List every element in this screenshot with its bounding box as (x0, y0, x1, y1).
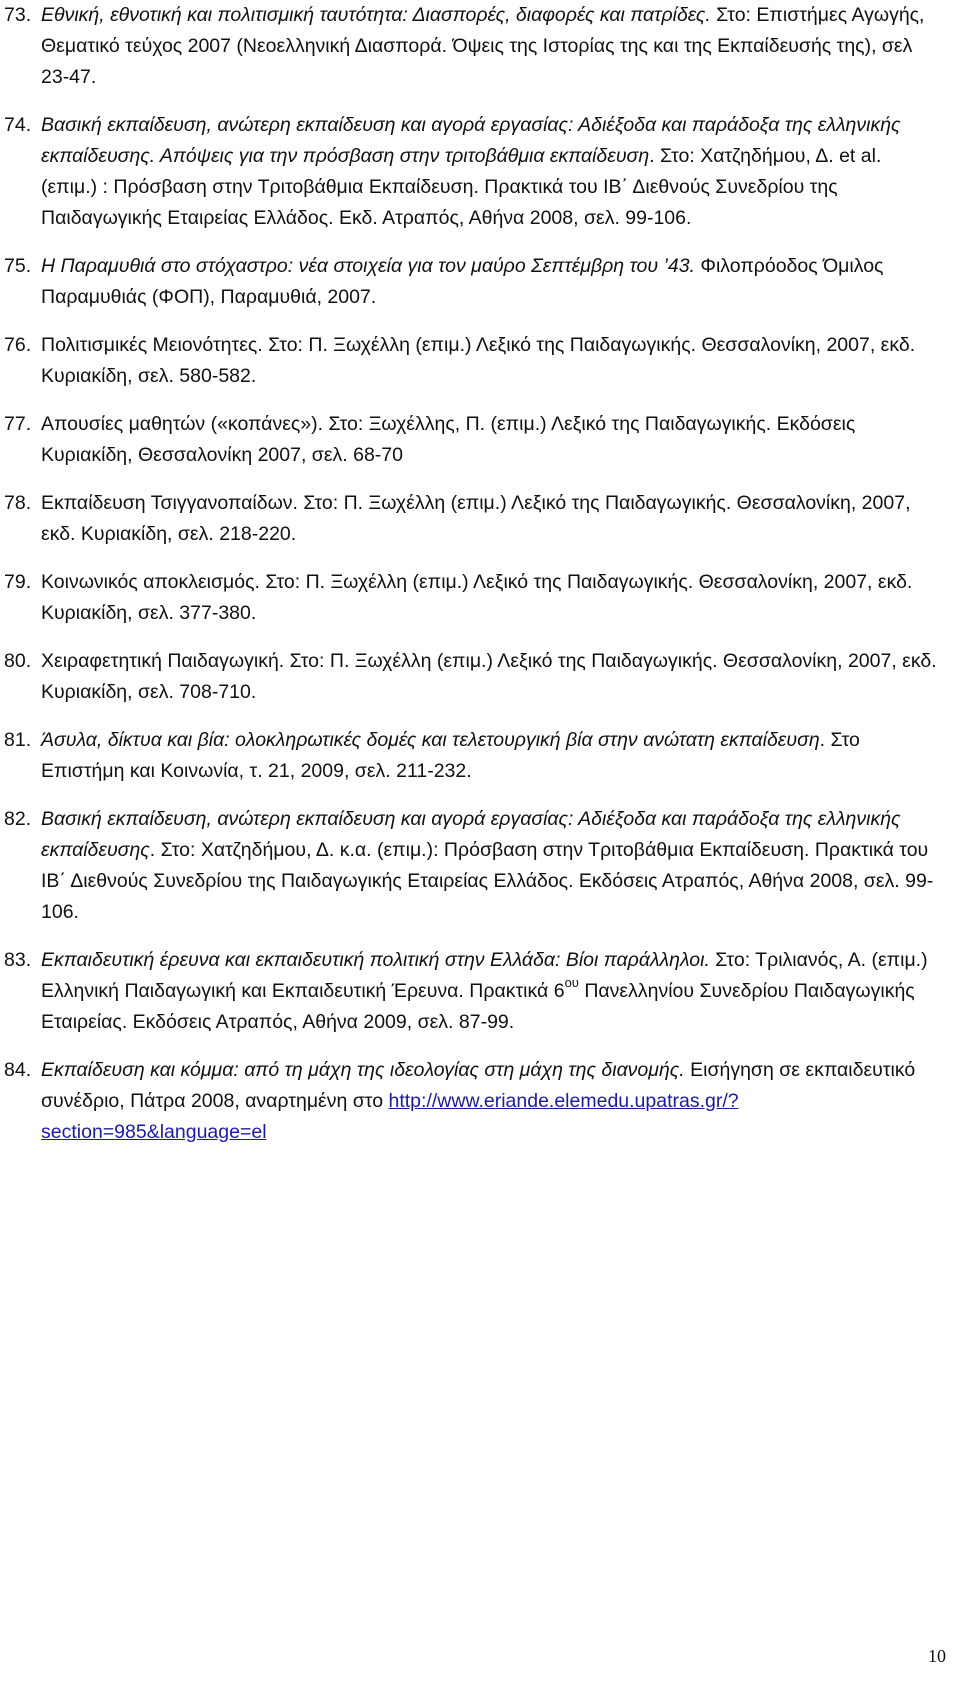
entry-text: Πολιτισμικές Μειονότητες. Στο: Π. Ξωχέλλη (επιμ.) Λεξικό της Παιδαγωγικής. Θεσσαλονίκη, 2007, εκδ. Κυριακίδη, σελ. 580-582. (41, 334, 916, 387)
bibliography-entry-73 (4, 0, 939, 93)
entry-title: Εκπαίδευση και κόμμα: από τη μάχη της ιδεολογίας στη μάχη της διανομής. (41, 1059, 685, 1081)
bibliography-entry-83 (4, 945, 939, 1038)
entry-text: Κοινωνικός αποκλεισμός. Στο: Π. Ξωχέλλη (επιμ.) Λεξικό της Παιδαγωγικής. Θεσσαλονίκη, 2007, εκδ. Κυριακίδη, σελ. 377-380. (41, 571, 913, 624)
entry-text: Εκπαίδευση Τσιγγανοπαίδων. Στο: Π. Ξωχέλλη (επιμ.) Λεξικό της Παιδαγωγικής. Θεσσαλονίκη, 2007, εκδ. Κυριακίδη, σελ. 218-220. (41, 492, 911, 545)
entry-title: Βασική εκπαίδευση, ανώτερη εκπαίδευση και αγορά εργασίας: Αδιέξοδα και παράδοξα της ελληνικής εκπαίδευσης (41, 808, 901, 861)
entry-number: 79. (4, 571, 32, 593)
entry-title: Η Παραμυθιά στο στόχαστρο: νέα στοιχεία για τον μαύρο Σεπτέμβρη του ’43. (41, 255, 695, 277)
entry-number: 82. (4, 808, 32, 830)
entry-number: 75. (4, 255, 32, 277)
entry-text: Χειραφετητική Παιδαγωγική. Στο: Π. Ξωχέλλη (επιμ.) Λεξικό της Παιδαγωγικής. Θεσσαλονίκη, 2007, εκδ. Κυριακίδη, σελ. 708-710. (41, 650, 937, 703)
entry-source: . Στο Επιστήμη και Κοινωνία, τ. 21, 2009, σελ. 211-232. (41, 729, 860, 782)
bibliography-entry-76 (4, 330, 939, 392)
bibliography-list (4, 0, 939, 1165)
source-url-link[interactable]: http://www.eriande.elemedu.upatras.gr/?section=985&language=el (41, 1090, 739, 1143)
entry-source: Φιλοπρόοδος Όμιλος Παραμυθιάς (ΦΟΠ), Παραμυθιά, 2007. (41, 255, 884, 308)
entry-source: Εισήγηση σε εκπαιδευτικό συνέδριο, Πάτρα 2008, αναρτημένη στο (41, 1059, 916, 1112)
ordinal-superscript: ου (564, 974, 579, 990)
entry-title: Άσυλα, δίκτυα και βία: ολοκληρωτικές δομές και τελετουργική βία στην ανώτατη εκπαίδευση (41, 729, 820, 751)
entry-source: . Στο: Χατζηδήμου, Δ. et al. (επιμ.) : Πρόσβαση στην Τριτοβάθμια Εκπαίδευση. Πρακτικά του ΙΒ΄ Διεθνούς Συνεδρίου της Παιδαγωγικής Εταιρείας Ελλάδος. Εκδ. Ατραπός, Αθήνα 2008, σελ. 99-106. (41, 145, 882, 229)
bibliography-entry-79 (4, 567, 939, 629)
entry-source: Στο: Τριλιανός, Α. (επιμ.) Ελληνική Παιδαγωγική και Εκπαιδευτική Έρευνα. Πρακτικά 6 (41, 949, 928, 1002)
entry-source: Στο: Επιστήμες Αγωγής, Θεματικό τεύχος 2007 (Νεοελληνική Διασπορά. Όψεις της Ιστορίας της και της Εκπαίδευσής της), σελ 23-47. (41, 4, 925, 88)
bibliography-entry-75 (4, 251, 939, 313)
entry-number: 81. (4, 729, 32, 751)
entry-number: 80. (4, 650, 32, 672)
entry-source-continued: Πανελληνίου Συνεδρίου Παιδαγωγικής Εταιρείας. Εκδόσεις Ατραπός, Αθήνα 2009, σελ. 87-99. (41, 980, 915, 1033)
bibliography-entry-84 (4, 1055, 939, 1148)
bibliography-entry-82 (4, 804, 939, 928)
entry-title: Εθνική, εθνοτική και πολιτισμική ταυτότητα: Διασπορές, διαφορές και πατρίδες. (41, 4, 711, 26)
entry-source: . Στο: Χατζηδήμου, Δ. κ.α. (επιμ.): Πρόσβαση στην Τριτοβάθμια Εκπαίδευση. Πρακτικά του ΙΒ΄ Διεθνούς Συνεδρίου της Παιδαγωγικής Εταιρείας Ελλάδος. Εκδόσεις Ατραπός, Αθήνα 2008, σελ. 99-106. (41, 839, 934, 923)
bibliography-entry-74 (4, 110, 939, 234)
entry-text: Απουσίες μαθητών («κοπάνες»). Στο: Ξωχέλλης, Π. (επιμ.) Λεξικό της Παιδαγωγικής. Εκδόσεις Κυριακίδη, Θεσσαλονίκη 2007, σελ. 68-70 (41, 413, 856, 466)
bibliography-entry-78 (4, 488, 939, 550)
entry-number: 73. (4, 4, 32, 26)
entry-number: 83. (4, 949, 32, 971)
entry-title: Βασική εκπαίδευση, ανώτερη εκπαίδευση και αγορά εργασίας: Αδιέξοδα και παράδοξα της ελληνικής εκπαίδευσης. Απόψεις για την πρόσβαση στην τριτοβάθμια εκπαίδευση (41, 114, 901, 167)
entry-number: 77. (4, 413, 32, 435)
bibliography-entry-77 (4, 409, 939, 471)
entry-number: 78. (4, 492, 32, 514)
page-number: 10 (928, 1646, 946, 1666)
bibliography-entry-81 (4, 725, 939, 787)
entry-number: 76. (4, 334, 32, 356)
entry-number: 84. (4, 1059, 32, 1081)
entry-title: Εκπαιδευτική έρευνα και εκπαιδευτική πολιτική στην Ελλάδα: Βίοι παράλληλοι. (41, 949, 710, 971)
bibliography-entry-80 (4, 646, 939, 708)
entry-number: 74. (4, 114, 32, 136)
